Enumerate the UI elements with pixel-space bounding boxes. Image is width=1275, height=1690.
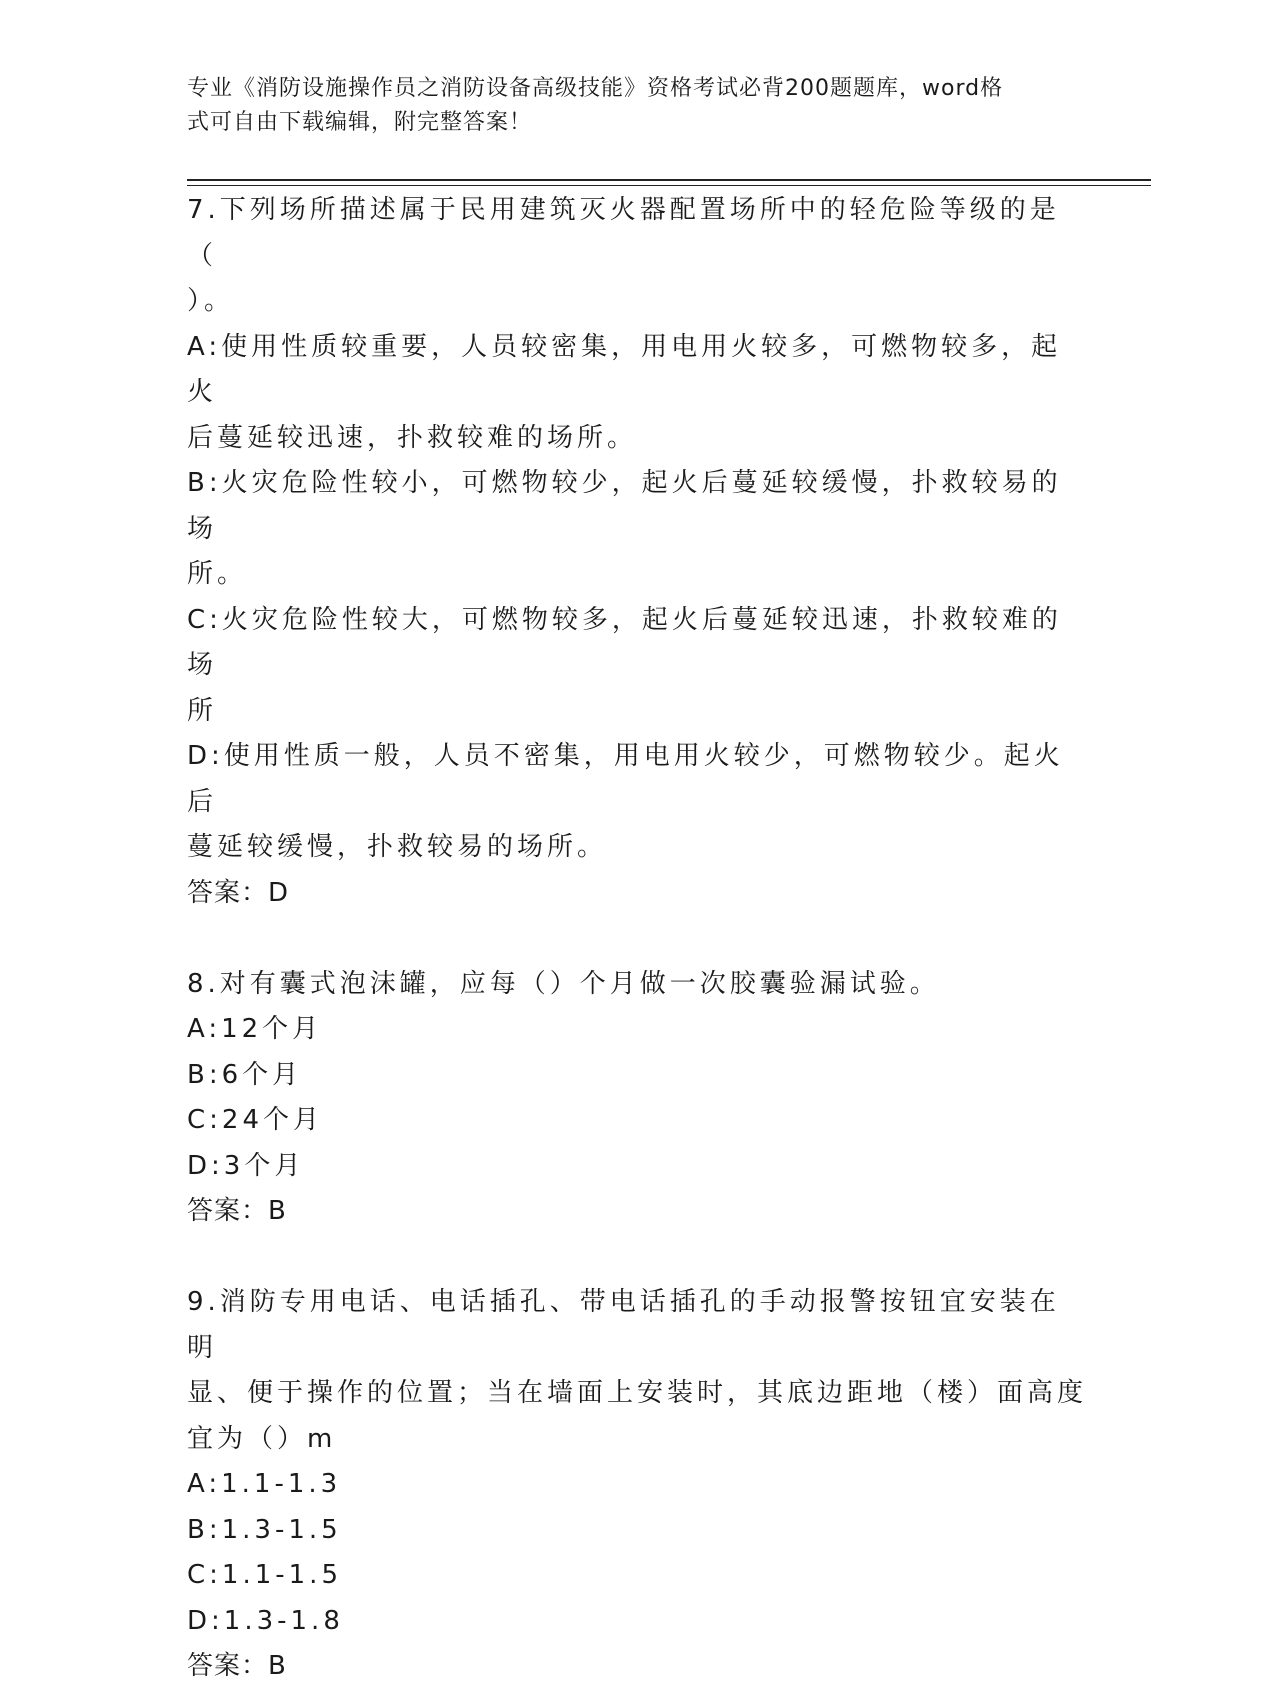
question-stem-line: ）。 bbox=[187, 286, 235, 316]
spacer bbox=[187, 916, 1087, 962]
question-list bbox=[187, 188, 1087, 1690]
header-line-2: 式可自由下载编辑，附完整答案！ bbox=[187, 110, 533, 135]
option-d-line: D:1.3-1.8 bbox=[187, 1605, 344, 1636]
option-c-line: C:火灾危险性较大，可燃物较多，起火后蔓延较迅速，扑救较难的场 bbox=[187, 604, 1062, 680]
option-d-line: D:3个月 bbox=[187, 1150, 305, 1181]
answer-label: 答案：B bbox=[187, 1196, 287, 1226]
option-a-line: A:1.1-1.3 bbox=[187, 1469, 342, 1499]
option-c-line: C:24个月 bbox=[187, 1105, 323, 1135]
option-d-line: D:使用性质一般，人员不密集，用电用火较少，可燃物较少。起火后 bbox=[187, 741, 1064, 817]
header-line-1: 专业《消防设施操作员之消防设备高级技能》资格考试必背200题题库，word格 bbox=[187, 76, 1004, 101]
option-b-line: 所。 bbox=[187, 559, 248, 589]
option-b-line: B:6个月 bbox=[187, 1059, 303, 1090]
question-7 bbox=[187, 188, 1087, 916]
document-header bbox=[187, 72, 1087, 140]
option-a-line: 后蔓延较迅速，扑救较难的场所。 bbox=[187, 422, 638, 453]
option-b-line: B:1.3-1.5 bbox=[187, 1514, 342, 1545]
question-stem-line: 7.下列场所描述属于民用建筑灭火器配置场所中的轻危险等级的是（ bbox=[187, 195, 1060, 271]
question-stem-line: 显、便于操作的位置；当在墙面上安装时，其底边距地（楼）面高度 bbox=[187, 1378, 1088, 1408]
option-d-line: 蔓延较缓慢，扑救较易的场所。 bbox=[187, 832, 608, 862]
question-stem-line: 8.对有囊式泡沫罐，应每（）个月做一次胶囊验漏试验。 bbox=[187, 968, 940, 999]
question-8 bbox=[187, 962, 1087, 1235]
option-c-line: 所 bbox=[187, 695, 218, 726]
answer-label: 答案：D bbox=[187, 877, 290, 908]
spacer bbox=[187, 1235, 1087, 1281]
question-9 bbox=[187, 1280, 1087, 1690]
header-divider-thick bbox=[187, 179, 1151, 181]
option-b-line: B:火灾危险性较小，可燃物较少，起火后蔓延较缓慢，扑救较易的场 bbox=[187, 468, 1062, 544]
header-divider-thin bbox=[187, 185, 1151, 186]
option-a-line: A:使用性质较重要，人员较密集，用电用火较多，可燃物较多，起火 bbox=[187, 331, 1062, 407]
option-a-line: A:12个月 bbox=[187, 1014, 323, 1044]
question-stem-line: 宜为（）m bbox=[187, 1423, 337, 1454]
question-stem-line: 9.消防专用电话、电话插孔、带电话插孔的手动报警按钮宜安装在明 bbox=[187, 1287, 1060, 1363]
option-c-line: C:1.1-1.5 bbox=[187, 1560, 342, 1590]
answer-label: 答案：B bbox=[187, 1651, 287, 1681]
